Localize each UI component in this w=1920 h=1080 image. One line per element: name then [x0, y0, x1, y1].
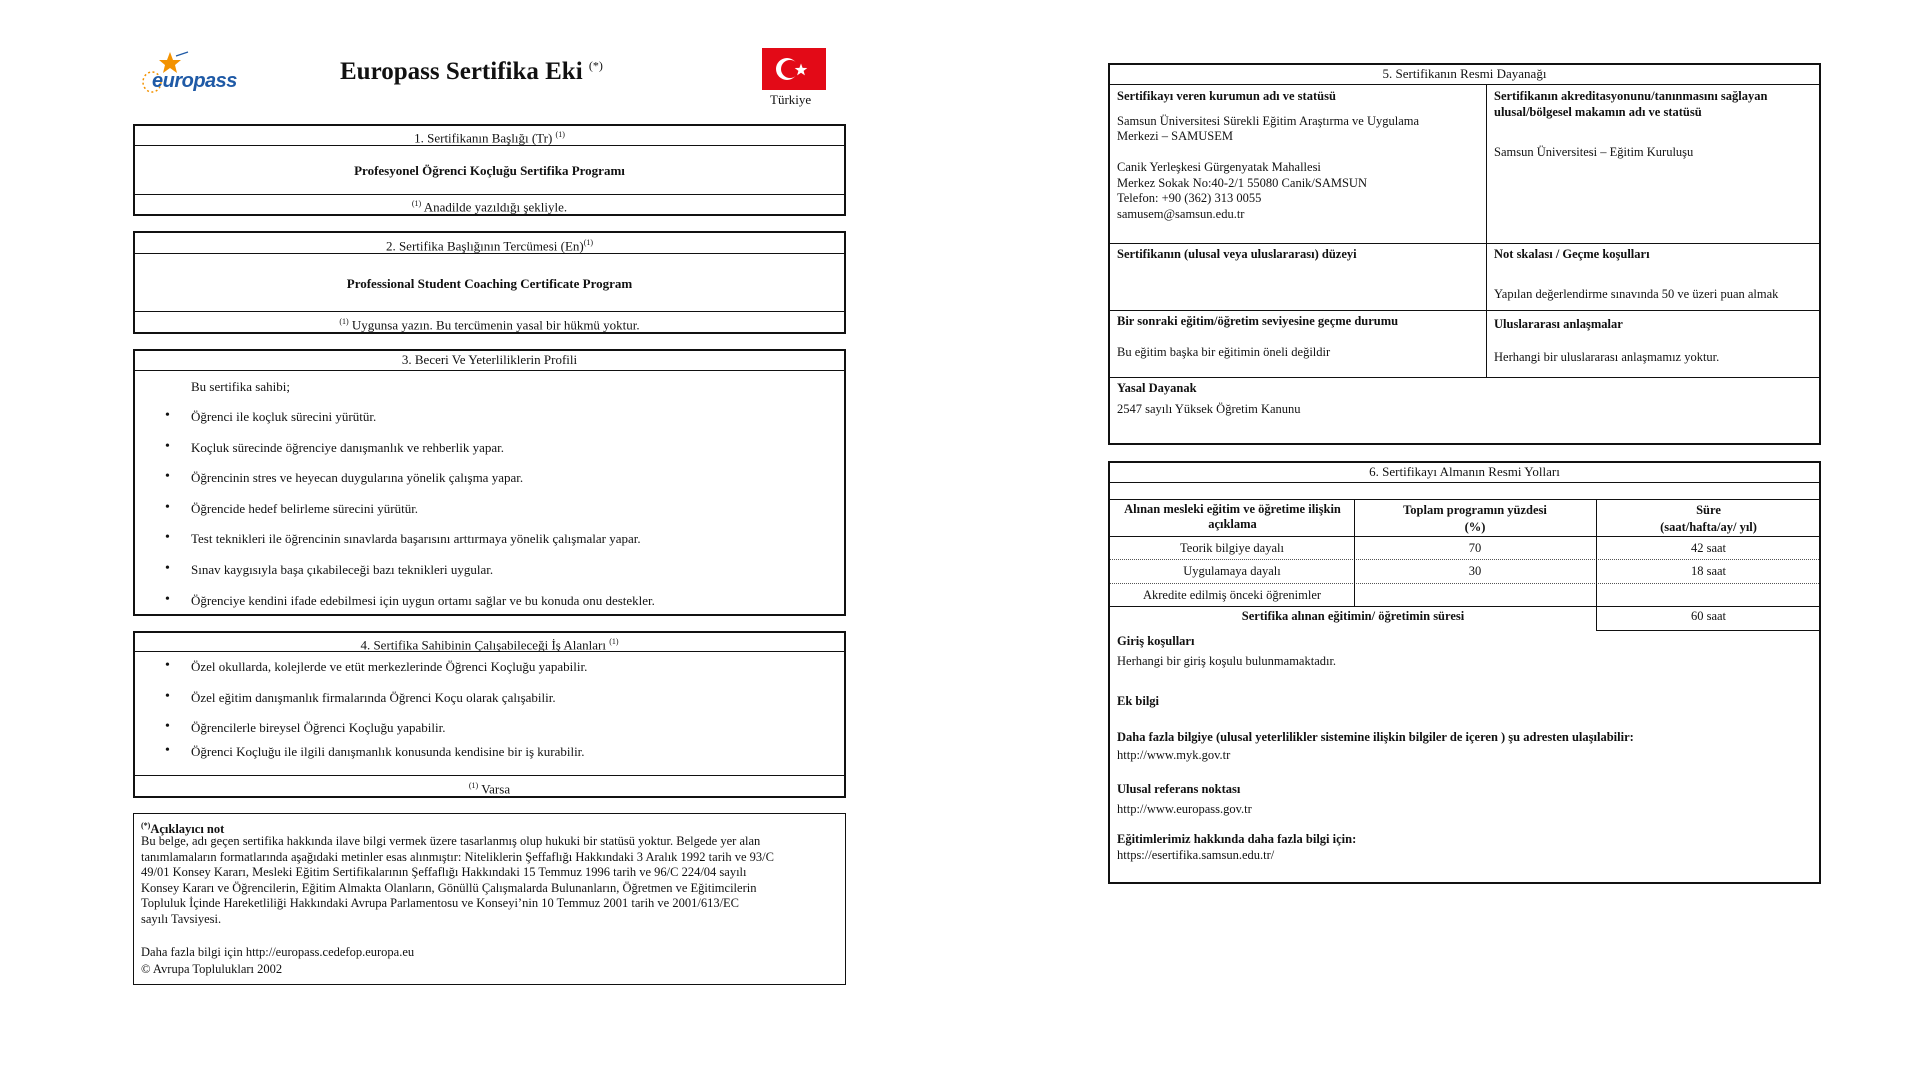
list-item: • Öğrencilerle bireysel Öğrenci Koçluğu yapabilir.	[135, 720, 844, 744]
section-title-tr	[133, 124, 846, 216]
turkey-flag	[762, 48, 826, 90]
intl-agreements-cell: Uluslararası anlaşmalar Herhangi bir uluslararası anlaşmamız yoktur.	[1494, 317, 1720, 364]
table-header-percent: Toplam programın yüzdesi (%)	[1403, 503, 1547, 534]
total-duration-label: Sertifika alınan eğitimin/ öğretimin süresi	[1241, 609, 1465, 623]
table-row: Akredite edilmiş önceki öğrenimler	[1142, 588, 1322, 602]
table-header-description: Alınan mesleki eğitim ve öğretime ilişkin açıklama	[1124, 502, 1341, 531]
certificate-title-en: Professional Student Coaching Certificate Program	[346, 276, 633, 291]
crescent-star-icon	[762, 48, 826, 90]
accreditation-cell: Sertifikanın akreditasyonunu/tanınmasını sağlayan ulusal/bölgesel makamın adı ve statüsü Samsun Üniversitesi – Eğitim Kuruluşu	[1494, 89, 1768, 159]
list-item: • Özel eğitim danışmanlık firmalarında Öğrenci Koçu olarak çalışabilir.	[135, 690, 844, 721]
esertifika-link[interactable]: https://esertifika.samsun.edu.tr/	[1117, 847, 1275, 862]
list-item: • Öğrenci Koçluğu ile ilgili danışmanlık konusunda kendisine bir iş kurabilir.	[135, 744, 844, 767]
grading-cell: Not skalası / Geçme koşulları Yapılan değerlendirme sınavında 50 ve üzeri puan almak	[1494, 247, 1779, 301]
section-title-en	[133, 231, 846, 334]
europass-logo-text: europass	[152, 70, 237, 92]
list-item: • Test teknikleri ile öğrencinin sınavlarda başarısını arttırmaya yönelik çalışmalar yapar.	[135, 531, 844, 562]
section-header: 3. Beceri Ve Yeterliliklerin Profili	[135, 351, 844, 371]
legal-basis-cell: Yasal Dayanak 2547 sayılı Yüksek Öğretim Kanunu	[1117, 381, 1301, 416]
more-info-block: Daha fazla bilgiye (ulusal yeterlilikler sistemine ilişkin bilgiler de içeren ) şu adresten ulaşılabilir: http://www.myk.gov.tr	[1117, 730, 1817, 763]
europass-link[interactable]: http://www.europass.gov.tr	[1117, 801, 1252, 816]
level-label: Sertifikanın (ulusal veya uluslararası) düzeyi	[1117, 247, 1357, 261]
section-note: $^{(1)}$ Uygunsa yazın. Bu tercümenin yasal bir hükmü yoktur.	[135, 311, 844, 332]
section-header: 2. Sertifika Başlığının Tercümesi $(En)^{(1)}$	[135, 233, 844, 254]
issuer-email[interactable]: samusem@samsun.edu.tr	[1117, 206, 1245, 221]
issuer-cell: Sertifikayı veren kurumun adı ve statüsü Samsun Üniversitesi Sürekli Eğitim Araştırma ve Uygulama Merkezi – SAMUSEM Canik Yerleşkesi Gürgenyatak Mahallesi Merkez Sokak No:40-2/1 55080 Canik/SAMSUN Telefon: +90 (362) 313 0055 samusem@samsun.edu.tr	[1117, 89, 1477, 222]
list-item: • Öğrenci ile koçluk sürecini yürütür.	[135, 409, 844, 440]
country-label: Türkiye	[770, 92, 812, 107]
explanatory-text: Bu belge, adı geçen sertifika hakkında ilave bilgi vermek üzere tasarlanmış olup hukuki bir statüsü yoktur. Belgede yer alan tanımlamaların formatlarında aşağıdaki metinler esas alınmıştır: Niteliklerin Şeffaflığı Hakkındaki 3 Aralık 1992 tarih ve 93/C 49/01 Konsey Kararı, Mesleki Eğitim Sertifikalarının Şeffaflığı Hakkındaki 15 Temmuz 1996 tarih ve 96/C 224/04 sayılı Konsey Kararı ve Öğrencilerin, Eğitim Almakta Olanların, Gönüllü Çalışmalarda Bulunanların, Öğretmen ve Eğitimcilerin Topluluk İçinde Hareketliliği Hakkındaki Avrupa Parlamentosu ve Konseyi’nin 10 Temmuz 2001 tarih ve 2001/613/EC sayılı Tavsiyesi.	[141, 834, 774, 926]
section-note: $^{(1)}$ Varsa	[135, 775, 844, 796]
list-item: • Öğrencide hedef belirleme sürecini yürütür.	[135, 501, 844, 532]
copyright: © Avrupa Toplulukları 2002	[141, 962, 283, 976]
section-official-basis	[1108, 63, 1821, 445]
explanatory-title: (*)Açıklayıcı not	[141, 821, 225, 837]
more-info-link[interactable]: Daha fazla bilgi için http://europass.cedefop.europa.eu	[141, 945, 415, 959]
section-skills	[133, 349, 846, 616]
myk-link[interactable]: http://www.myk.gov.tr	[1117, 747, 1231, 762]
work-areas-list	[135, 659, 844, 767]
section-note: $^{(1)}$ Anadilde yazıldığı şekliyle.	[135, 194, 844, 214]
list-item: • Sınav kaygısıyla başa çıkabileceği bazı teknikleri uygular.	[135, 562, 844, 593]
section-acquisition	[1108, 461, 1821, 884]
table-row: Teorik bilgiye dayalı 70 42 saat	[1180, 541, 1727, 555]
certificate-title-tr: Profesyonel Öğrenci Koçluğu Sertifika Programı	[354, 163, 625, 178]
page-title: Europass Sertifika Eki (*)	[340, 58, 603, 85]
additional-info-label: Ek bilgi	[1117, 694, 1160, 708]
entry-conditions: Giriş koşulları Herhangi bir giriş koşulu bulunmamaktadır.	[1117, 634, 1337, 668]
section-header: 4. Sertifika Sahibinin Çalışabileceği İş Alanları $^{(1)}$	[135, 633, 844, 652]
national-reference-block: Ulusal referans noktası http://www.europass.gov.tr	[1117, 782, 1807, 817]
table-header-duration: Süre (saat/hafta/ay/ yıl)	[1660, 503, 1757, 534]
explanatory-note	[133, 813, 846, 985]
list-item: • Özel okullarda, kolejlerde ve etüt merkezlerinde Öğrenci Koçluğu yapabilir.	[135, 659, 844, 690]
next-level-cell: Bir sonraki eğitim/öğretim seviyesine geçme durumu Bu eğitim başka bir eğitimin öneli değildir	[1117, 314, 1399, 359]
total-duration-value: 60 saat	[1690, 609, 1727, 623]
section-work-areas	[133, 631, 846, 798]
section-header: 6. Sertifikayı Almanın Resmi Yolları	[1110, 463, 1819, 483]
section-header: 5. Sertifikanın Resmi Dayanağı	[1110, 65, 1819, 85]
section-header: 1. Sertifikanın Başlığı (Tr) $^{(1)}$	[135, 126, 844, 146]
table-row: Uygulamaya dayalı 30 18 saat	[1183, 564, 1727, 578]
skills-list	[135, 409, 844, 623]
list-item: • Öğrenciye kendini ifade edebilmesi için uygun ortamı sağlar ve bu konuda onu destekler.	[135, 593, 844, 624]
europass-logo	[140, 48, 240, 98]
skills-intro: Bu sertifika sahibi;	[191, 379, 290, 394]
list-item: • Koçluk sürecinde öğrenciye danışmanlık ve rehberlik yapar.	[135, 440, 844, 471]
list-item: • Öğrencinin stres ve heyecan duygularına yönelik çalışma yapar.	[135, 470, 844, 501]
education-info-block: Eğitimlerimiz hakkında daha fazla bilgi için: https://esertifika.samsun.edu.tr/	[1117, 832, 1807, 863]
